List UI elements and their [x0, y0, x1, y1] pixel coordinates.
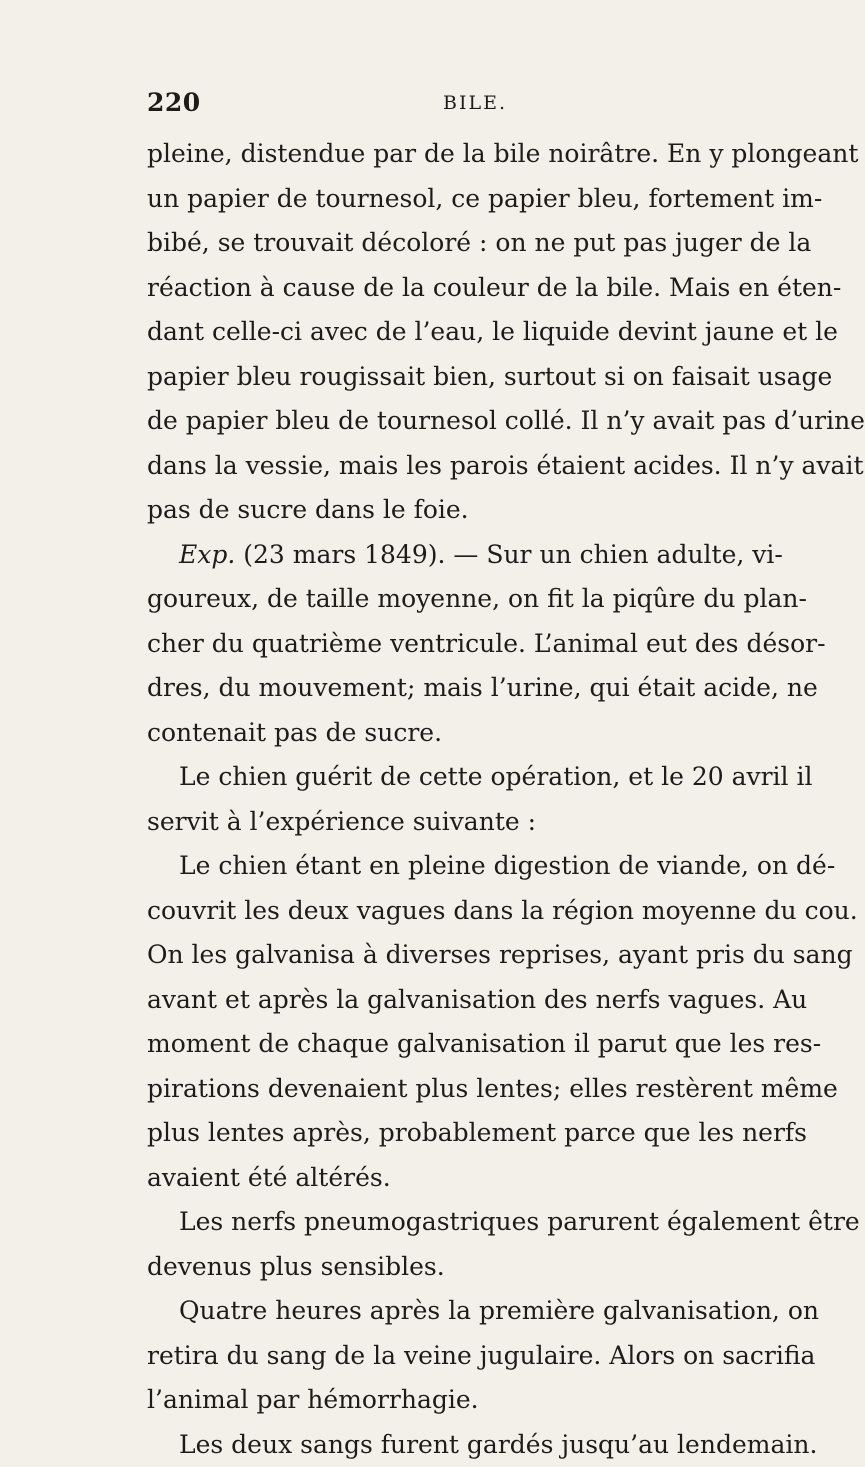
text-line: dres, du mouvement; mais l’urine, qui était acide, ne: [147, 666, 759, 711]
text-line: plus lentes après, probablement parce que les nerfs: [147, 1111, 759, 1156]
text-line: moment de chaque galvanisation il parut que les res-: [147, 1022, 759, 1067]
text-line: pirations devenaient plus lentes; elles restèrent même: [147, 1067, 759, 1112]
text-line: Exp. (23 mars 1849). — Sur un chien adulte, vi-: [147, 533, 759, 578]
text-line: avaient été altérés.: [147, 1156, 759, 1201]
text-line: avant et après la galvanisation des nerfs vagues. Au: [147, 978, 759, 1023]
text-line: l’animal par hémorrhagie.: [147, 1378, 759, 1423]
text-line: un papier de tournesol, ce papier bleu, fortement im-: [147, 177, 759, 222]
text-line: Les nerfs pneumogastriques parurent également être: [147, 1200, 759, 1245]
text-line: dant celle-ci avec de l’eau, le liquide devint jaune et le: [147, 310, 759, 355]
text-line: Le chien étant en pleine digestion de viande, on dé-: [147, 844, 759, 889]
text-line: de papier bleu de tournesol collé. Il n’y avait pas d’urine: [147, 399, 759, 444]
text-line: dans la vessie, mais les parois étaient acides. Il n’y avait: [147, 444, 759, 489]
text-line: pas de sucre dans le foie.: [147, 488, 759, 533]
text-line: papier bleu rougissait bien, surtout si on faisait usage: [147, 355, 759, 400]
text-line: servit à l’expérience suivante :: [147, 800, 759, 845]
text-line: retira du sang de la veine jugulaire. Alors on sacrifia: [147, 1334, 759, 1379]
body-text: [147, 132, 759, 1467]
experiment-label: Exp.: [179, 540, 235, 569]
text-line: couvrit les deux vagues dans la région moyenne du cou.: [147, 889, 759, 934]
text-line: bibé, se trouvait décoloré : on ne put pas juger de la: [147, 221, 759, 266]
text-line: réaction à cause de la couleur de la bile. Mais en éten-: [147, 266, 759, 311]
running-head: [147, 88, 755, 124]
text-line: devenus plus sensibles.: [147, 1245, 759, 1290]
text-line: Quatre heures après la première galvanisation, on: [147, 1289, 759, 1334]
running-title: BILE.: [443, 92, 507, 114]
text-line: cher du quatrième ventricule. L’animal eut des désor-: [147, 622, 759, 667]
page-number: 220: [147, 88, 201, 117]
text-line: Le chien guérit de cette opération, et le 20 avril il: [147, 755, 759, 800]
text-line: On les galvanisa à diverses reprises, ayant pris du sang: [147, 933, 759, 978]
text-line: Les deux sangs furent gardés jusqu’au lendemain.: [147, 1423, 759, 1467]
text-line: contenait pas de sucre.: [147, 711, 759, 756]
text-line: pleine, distendue par de la bile noirâtre. En y plongeant: [147, 132, 759, 177]
text-line: goureux, de taille moyenne, on fit la piqûre du plan-: [147, 577, 759, 622]
